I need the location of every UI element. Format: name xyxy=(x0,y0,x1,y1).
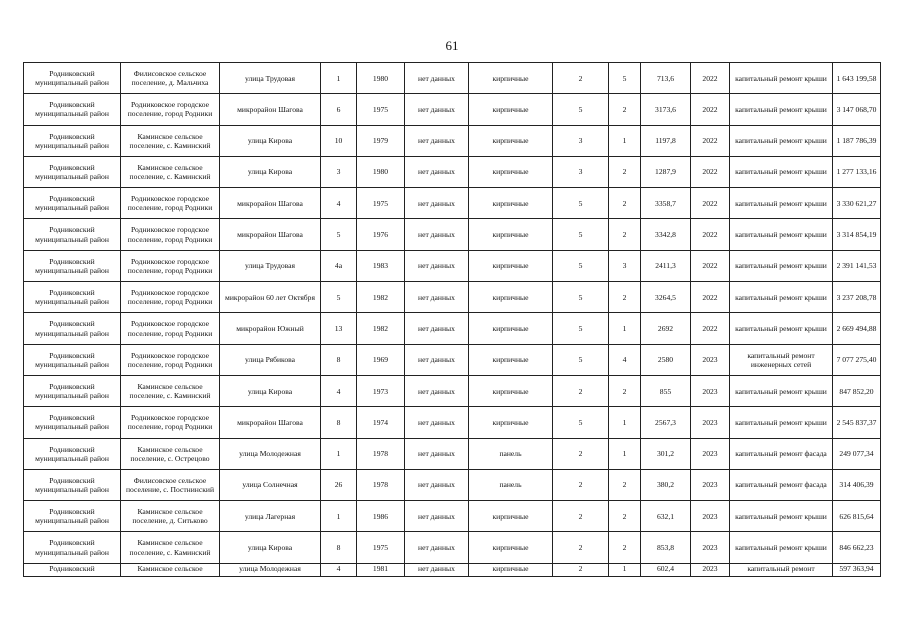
cell-material: кирпичные xyxy=(469,563,553,576)
cell-cost: 3 237 208,78 xyxy=(833,282,881,313)
cell-work: капитальный ремонт крыши xyxy=(730,532,833,563)
cell-extra: нет данных xyxy=(405,219,469,250)
cell-work: капитальный ремонт фасада xyxy=(730,469,833,500)
cell-plan-year: 2022 xyxy=(691,188,730,219)
cell-year: 1969 xyxy=(357,344,405,375)
cell-floors: 2 xyxy=(553,501,609,532)
cell-extra: нет данных xyxy=(405,125,469,156)
cell-district: Родниковский муниципальный район xyxy=(24,375,121,406)
cell-house: 3 xyxy=(321,156,357,187)
cell-area: 632,1 xyxy=(641,501,691,532)
cell-work: капитальный ремонт крыши xyxy=(730,313,833,344)
cell-house: 5 xyxy=(321,219,357,250)
cell-district: Родниковский муниципальный район xyxy=(24,438,121,469)
cell-material: кирпичные xyxy=(469,407,553,438)
cell-cost: 1 643 199,58 xyxy=(833,63,881,94)
cell-extra: нет данных xyxy=(405,469,469,500)
cell-area: 2580 xyxy=(641,344,691,375)
table-row xyxy=(24,375,881,406)
cell-extra: нет данных xyxy=(405,63,469,94)
cell-work: капитальный ремонт крыши xyxy=(730,63,833,94)
cell-settlement: Каминское сельское поселение, д. Ситьково xyxy=(121,501,220,532)
cell-district: Родниковский муниципальный район xyxy=(24,125,121,156)
cell-house: 8 xyxy=(321,344,357,375)
cell-floors: 5 xyxy=(553,219,609,250)
cell-district: Родниковский муниципальный район xyxy=(24,219,121,250)
table-row xyxy=(24,188,881,219)
cell-entrances: 5 xyxy=(609,63,641,94)
table-row xyxy=(24,532,881,563)
cell-year: 1980 xyxy=(357,156,405,187)
cell-floors: 3 xyxy=(553,125,609,156)
cell-settlement: Каминское сельское xyxy=(121,563,220,576)
cell-extra: нет данных xyxy=(405,282,469,313)
cell-floors: 2 xyxy=(553,532,609,563)
cell-year: 1976 xyxy=(357,219,405,250)
cell-floors: 5 xyxy=(553,188,609,219)
cell-material: кирпичные xyxy=(469,375,553,406)
cell-house: 1 xyxy=(321,501,357,532)
cell-entrances: 2 xyxy=(609,282,641,313)
cell-house: 10 xyxy=(321,125,357,156)
cell-floors: 5 xyxy=(553,94,609,125)
cell-floors: 2 xyxy=(553,63,609,94)
cell-entrances: 2 xyxy=(609,94,641,125)
cell-district: Родниковский муниципальный район xyxy=(24,188,121,219)
cell-house: 4 xyxy=(321,188,357,219)
cell-area: 1197,8 xyxy=(641,125,691,156)
table-row xyxy=(24,156,881,187)
table-row xyxy=(24,94,881,125)
table-row xyxy=(24,282,881,313)
cell-street: улица Молодежная xyxy=(220,563,321,576)
cell-plan-year: 2023 xyxy=(691,344,730,375)
cell-material: кирпичные xyxy=(469,63,553,94)
cell-house: 4а xyxy=(321,250,357,281)
table-row xyxy=(24,313,881,344)
cell-year: 1982 xyxy=(357,282,405,313)
cell-floors: 5 xyxy=(553,250,609,281)
cell-street: микрорайон Шагова xyxy=(220,94,321,125)
cell-plan-year: 2023 xyxy=(691,532,730,563)
cell-settlement: Родниковское городское поселение, город Родники xyxy=(121,188,220,219)
cell-work: капитальный ремонт крыши xyxy=(730,188,833,219)
cell-cost: 597 363,94 xyxy=(833,563,881,576)
houses-table xyxy=(23,62,881,577)
cell-house: 4 xyxy=(321,375,357,406)
cell-street: микрорайон 60 лет Октября xyxy=(220,282,321,313)
cell-settlement: Каминское сельское поселение, с. Каминский xyxy=(121,532,220,563)
cell-work: капитальный ремонт фасада xyxy=(730,438,833,469)
table-row xyxy=(24,501,881,532)
cell-district: Родниковский муниципальный район xyxy=(24,501,121,532)
cell-floors: 5 xyxy=(553,313,609,344)
cell-work: капитальный ремонт крыши xyxy=(730,282,833,313)
cell-year: 1983 xyxy=(357,250,405,281)
cell-plan-year: 2022 xyxy=(691,125,730,156)
cell-area: 3173,6 xyxy=(641,94,691,125)
cell-entrances: 2 xyxy=(609,156,641,187)
cell-year: 1978 xyxy=(357,438,405,469)
cell-floors: 5 xyxy=(553,407,609,438)
cell-area: 855 xyxy=(641,375,691,406)
cell-street: улица Кирова xyxy=(220,156,321,187)
cell-material: кирпичные xyxy=(469,501,553,532)
cell-material: кирпичные xyxy=(469,94,553,125)
table-row xyxy=(24,563,881,576)
cell-area: 3358,7 xyxy=(641,188,691,219)
cell-settlement: Родниковское городское поселение, город Родники xyxy=(121,344,220,375)
cell-entrances: 2 xyxy=(609,532,641,563)
cell-extra: нет данных xyxy=(405,438,469,469)
cell-extra: нет данных xyxy=(405,250,469,281)
cell-floors: 2 xyxy=(553,438,609,469)
cell-area: 853,8 xyxy=(641,532,691,563)
cell-cost: 2 391 141,53 xyxy=(833,250,881,281)
cell-year: 1974 xyxy=(357,407,405,438)
cell-entrances: 1 xyxy=(609,563,641,576)
cell-cost: 847 852,20 xyxy=(833,375,881,406)
cell-floors: 2 xyxy=(553,375,609,406)
cell-settlement: Каминское сельское поселение, с. Каминский xyxy=(121,375,220,406)
cell-extra: нет данных xyxy=(405,407,469,438)
cell-extra: нет данных xyxy=(405,532,469,563)
cell-cost: 626 815,64 xyxy=(833,501,881,532)
cell-district: Родниковский муниципальный район xyxy=(24,250,121,281)
cell-extra: нет данных xyxy=(405,156,469,187)
table-row xyxy=(24,63,881,94)
cell-work: капитальный ремонт крыши xyxy=(730,125,833,156)
cell-work: капитальный ремонт инженерных сетей xyxy=(730,344,833,375)
cell-district: Родниковский муниципальный район xyxy=(24,63,121,94)
cell-material: кирпичные xyxy=(469,532,553,563)
cell-house: 1 xyxy=(321,63,357,94)
cell-plan-year: 2023 xyxy=(691,501,730,532)
cell-settlement: Каминское сельское поселение, с. Острецово xyxy=(121,438,220,469)
cell-plan-year: 2022 xyxy=(691,63,730,94)
cell-year: 1981 xyxy=(357,563,405,576)
cell-area: 380,2 xyxy=(641,469,691,500)
cell-entrances: 1 xyxy=(609,125,641,156)
cell-extra: нет данных xyxy=(405,313,469,344)
cell-work: капитальный ремонт крыши xyxy=(730,94,833,125)
cell-plan-year: 2023 xyxy=(691,375,730,406)
cell-plan-year: 2023 xyxy=(691,469,730,500)
table-row xyxy=(24,250,881,281)
cell-house: 1 xyxy=(321,438,357,469)
cell-street: улица Солнечная xyxy=(220,469,321,500)
cell-entrances: 2 xyxy=(609,469,641,500)
cell-cost: 314 406,39 xyxy=(833,469,881,500)
table-row xyxy=(24,344,881,375)
cell-street: микрорайон Шагова xyxy=(220,219,321,250)
table-row xyxy=(24,407,881,438)
cell-floors: 3 xyxy=(553,156,609,187)
table-row xyxy=(24,438,881,469)
cell-house: 6 xyxy=(321,94,357,125)
cell-entrances: 1 xyxy=(609,313,641,344)
cell-street: улица Кирова xyxy=(220,125,321,156)
cell-floors: 2 xyxy=(553,563,609,576)
cell-entrances: 2 xyxy=(609,501,641,532)
cell-material: кирпичные xyxy=(469,156,553,187)
cell-cost: 3 330 621,27 xyxy=(833,188,881,219)
cell-district: Родниковский муниципальный район xyxy=(24,94,121,125)
cell-house: 26 xyxy=(321,469,357,500)
cell-year: 1975 xyxy=(357,94,405,125)
cell-district: Родниковский муниципальный район xyxy=(24,313,121,344)
cell-plan-year: 2022 xyxy=(691,156,730,187)
cell-plan-year: 2022 xyxy=(691,282,730,313)
cell-cost: 249 077,34 xyxy=(833,438,881,469)
cell-area: 2567,3 xyxy=(641,407,691,438)
cell-entrances: 2 xyxy=(609,375,641,406)
cell-extra: нет данных xyxy=(405,94,469,125)
cell-area: 602,4 xyxy=(641,563,691,576)
cell-area: 3342,8 xyxy=(641,219,691,250)
cell-house: 5 xyxy=(321,282,357,313)
cell-house: 8 xyxy=(321,532,357,563)
cell-entrances: 1 xyxy=(609,438,641,469)
table-row xyxy=(24,219,881,250)
cell-material: панель xyxy=(469,438,553,469)
cell-house: 8 xyxy=(321,407,357,438)
cell-street: микрорайон Шагова xyxy=(220,188,321,219)
cell-cost: 7 077 275,40 xyxy=(833,344,881,375)
cell-material: кирпичные xyxy=(469,125,553,156)
cell-settlement: Родниковское городское поселение, город Родники xyxy=(121,219,220,250)
cell-district: Родниковский муниципальный район xyxy=(24,469,121,500)
cell-floors: 2 xyxy=(553,469,609,500)
cell-street: микрорайон Шагова xyxy=(220,407,321,438)
cell-street: улица Рябикова xyxy=(220,344,321,375)
cell-entrances: 4 xyxy=(609,344,641,375)
cell-plan-year: 2022 xyxy=(691,219,730,250)
cell-area: 1287,9 xyxy=(641,156,691,187)
table-body xyxy=(24,63,881,577)
cell-year: 1975 xyxy=(357,188,405,219)
cell-settlement: Родниковское городское поселение, город Родники xyxy=(121,407,220,438)
cell-settlement: Родниковское городское поселение, город Родники xyxy=(121,282,220,313)
cell-cost: 846 662,23 xyxy=(833,532,881,563)
cell-plan-year: 2023 xyxy=(691,438,730,469)
cell-street: улица Трудовая xyxy=(220,63,321,94)
cell-settlement: Родниковское городское поселение, город Родники xyxy=(121,313,220,344)
cell-year: 1979 xyxy=(357,125,405,156)
cell-year: 1980 xyxy=(357,63,405,94)
cell-extra: нет данных xyxy=(405,563,469,576)
cell-street: улица Трудовая xyxy=(220,250,321,281)
cell-cost: 3 314 854,19 xyxy=(833,219,881,250)
cell-material: кирпичные xyxy=(469,313,553,344)
cell-floors: 5 xyxy=(553,282,609,313)
cell-extra: нет данных xyxy=(405,188,469,219)
cell-settlement: Каминское сельское поселение, с. Каминский xyxy=(121,156,220,187)
cell-plan-year: 2023 xyxy=(691,563,730,576)
cell-plan-year: 2022 xyxy=(691,94,730,125)
cell-settlement: Каминское сельское поселение, с. Каминский xyxy=(121,125,220,156)
cell-plan-year: 2022 xyxy=(691,313,730,344)
table-row xyxy=(24,125,881,156)
cell-plan-year: 2022 xyxy=(691,250,730,281)
cell-settlement: Филисовское сельское поселение, д. Мальчиха xyxy=(121,63,220,94)
cell-material: кирпичные xyxy=(469,219,553,250)
cell-settlement: Родниковское городское поселение, город Родники xyxy=(121,94,220,125)
cell-cost: 3 147 068,70 xyxy=(833,94,881,125)
cell-cost: 1 277 133,16 xyxy=(833,156,881,187)
cell-material: панель xyxy=(469,469,553,500)
cell-floors: 5 xyxy=(553,344,609,375)
cell-settlement: Филисовское сельское поселение, с. Постнинский xyxy=(121,469,220,500)
cell-material: кирпичные xyxy=(469,282,553,313)
cell-settlement: Родниковское городское поселение, город Родники xyxy=(121,250,220,281)
cell-work: капитальный ремонт xyxy=(730,563,833,576)
cell-entrances: 1 xyxy=(609,407,641,438)
page-number: 61 xyxy=(445,38,459,53)
cell-district: Родниковский xyxy=(24,563,121,576)
cell-work: капитальный ремонт крыши xyxy=(730,219,833,250)
cell-street: улица Кирова xyxy=(220,375,321,406)
cell-year: 1973 xyxy=(357,375,405,406)
cell-cost: 1 187 786,39 xyxy=(833,125,881,156)
cell-street: улица Молодежная xyxy=(220,438,321,469)
cell-area: 713,6 xyxy=(641,63,691,94)
cell-extra: нет данных xyxy=(405,344,469,375)
cell-work: капитальный ремонт крыши xyxy=(730,501,833,532)
cell-house: 4 xyxy=(321,563,357,576)
cell-work: капитальный ремонт крыши xyxy=(730,250,833,281)
cell-street: улица Лагерная xyxy=(220,501,321,532)
cell-area: 2692 xyxy=(641,313,691,344)
cell-cost: 2 545 837,37 xyxy=(833,407,881,438)
cell-district: Родниковский муниципальный район xyxy=(24,156,121,187)
cell-district: Родниковский муниципальный район xyxy=(24,344,121,375)
cell-extra: нет данных xyxy=(405,501,469,532)
table-row xyxy=(24,469,881,500)
cell-year: 1978 xyxy=(357,469,405,500)
cell-area: 2411,3 xyxy=(641,250,691,281)
cell-work: капитальный ремонт крыши xyxy=(730,156,833,187)
cell-material: кирпичные xyxy=(469,344,553,375)
cell-area: 3264,5 xyxy=(641,282,691,313)
cell-district: Родниковский муниципальный район xyxy=(24,282,121,313)
cell-year: 1982 xyxy=(357,313,405,344)
cell-district: Родниковский муниципальный район xyxy=(24,532,121,563)
cell-street: микрорайон Южный xyxy=(220,313,321,344)
cell-street: улица Кирова xyxy=(220,532,321,563)
cell-entrances: 2 xyxy=(609,219,641,250)
cell-plan-year: 2023 xyxy=(691,407,730,438)
cell-material: кирпичные xyxy=(469,250,553,281)
cell-house: 13 xyxy=(321,313,357,344)
cell-cost: 2 669 494,88 xyxy=(833,313,881,344)
cell-extra: нет данных xyxy=(405,375,469,406)
cell-year: 1986 xyxy=(357,501,405,532)
cell-entrances: 2 xyxy=(609,188,641,219)
cell-work: капитальный ремонт крыши xyxy=(730,407,833,438)
cell-year: 1975 xyxy=(357,532,405,563)
cell-work: капитальный ремонт крыши xyxy=(730,375,833,406)
cell-entrances: 3 xyxy=(609,250,641,281)
cell-district: Родниковский муниципальный район xyxy=(24,407,121,438)
cell-material: кирпичные xyxy=(469,188,553,219)
cell-area: 301,2 xyxy=(641,438,691,469)
